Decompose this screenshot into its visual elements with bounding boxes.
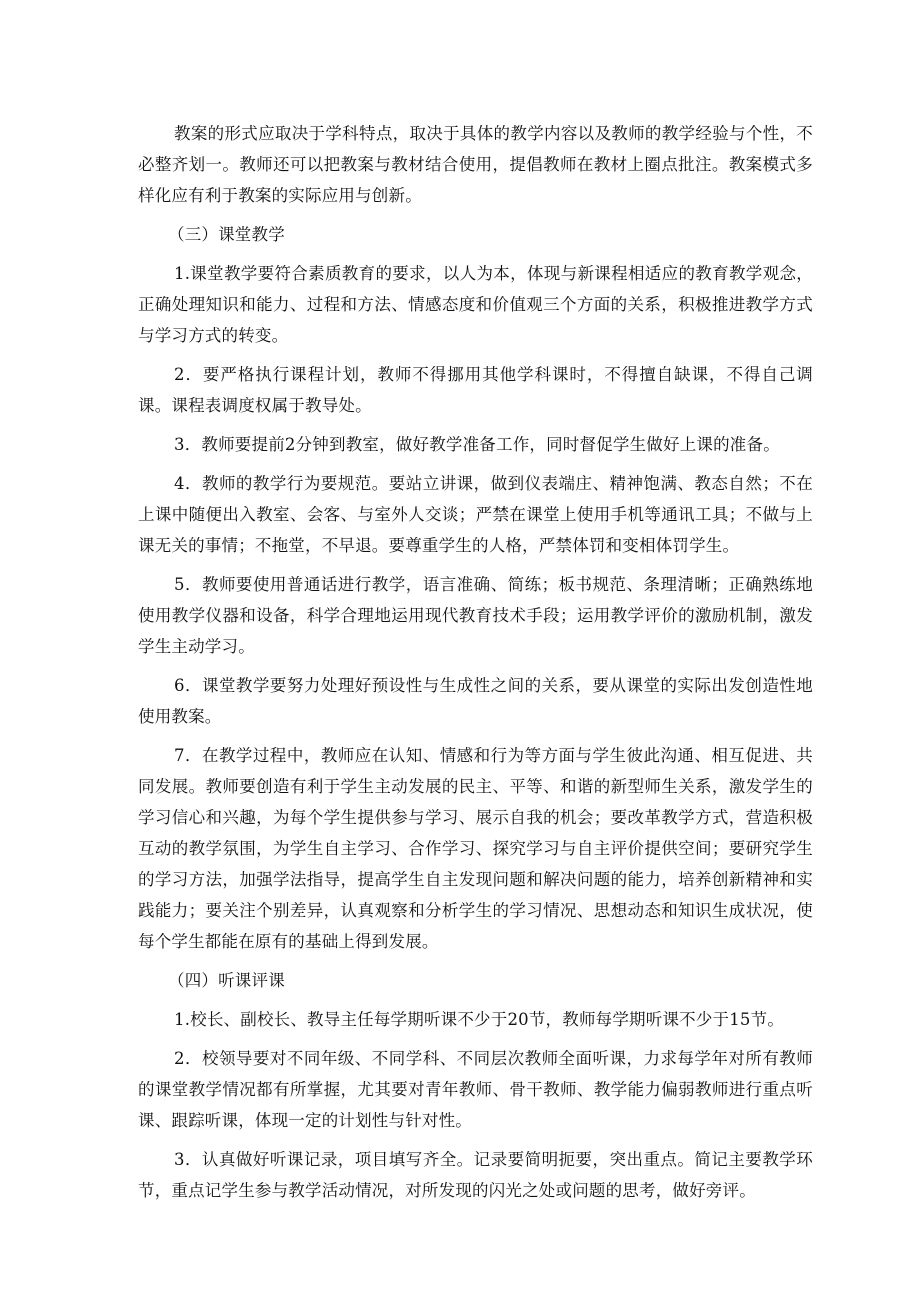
- document-body: [138, 118, 813, 1214]
- paragraph-item-1: 1.课堂教学要符合素质教育的要求，以人为本，体现与新课程相适应的教育教学观念，正确处理知识和能力、过程和方法、情感态度和价值观三个方面的关系，积极推进教学方式与学习方式的转变。: [138, 264, 813, 345]
- paragraph-item-4: 4．教师的教学行为要规范。要站立讲课，做到仪表端庄、精神饱满、教态自然；不在上课中随便出入教室、会客、与室外人交谈；严禁在课堂上使用手机等通讯工具；不做与上课无关的事情；不拖堂，不早退。要尊重学生的人格，严禁体罚和变相体罚学生。: [138, 474, 813, 555]
- paragraph-item-5: 5．教师要使用普通话进行教学，语言准确、简练；板书规范、条理清晰；正确熟练地使用教学仪器和设备，科学合理地运用现代教育技术手段；运用教学评价的激励机制，激发学生主动学习。: [138, 575, 813, 656]
- paragraph-item-6: 6．课堂教学要努力处理好预设性与生成性之间的关系，要从课堂的实际出发创造性地使用教案。: [138, 676, 813, 726]
- paragraph-item-3: 3．教师要提前2分钟到教室，做好教学准备工作，同时督促学生做好上课的准备。: [174, 435, 780, 454]
- paragraph-observation-1: 1.校长、副校长、教导主任每学期听课不少于20节，教师每学期听课不少于15节。: [174, 1010, 785, 1029]
- paragraph-lesson-plan-form: 教案的形式应取决于学科特点，取决于具体的教学内容以及教师的教学经验与个性，不必整齐划一。教师还可以把教案与教材结合使用，提倡教师在教材上圈点批注。教案模式多样化应有利于教案的实际应用与创新。: [138, 124, 813, 205]
- paragraph-observation-2: 2．校领导要对不同年级、不同学科、不同层次教师全面听课，力求每学年对所有教师的课堂教学情况都有所掌握，尤其要对青年教师、骨干教师、教学能力偏弱教师进行重点听课、跟踪听课，体现一定的计划性与针对性。: [138, 1049, 813, 1130]
- section-heading-classroom-teaching: （三）课堂教学: [168, 225, 285, 244]
- paragraph-item-7: 7．在教学过程中，教师应在认知、情感和行为等方面与学生彼此沟通、相互促进、共同发展。教师要创造有利于学生主动发展的民主、平等、和谐的新型师生关系，激发学生的学习信心和兴趣，为每个学生提供参与学习、展示自我的机会；要改革教学方式，营造积极互动的教学氛围，为学生自主学习、合作学习、探究学习与自主评价提供空间；要研究学生的学习方法，加强学法指导，提高学生自主发现问题和解决问题的能力，培养创新精神和实践能力；要关注个别差异，认真观察和分析学生的学习情况、思想动态和知识生成状况，使每个学生都能在原有的基础上得到发展。: [138, 746, 813, 951]
- paragraph-observation-3: 3．认真做好听课记录，项目填写齐全。记录要简明扼要，突出重点。简记主要教学环节，重点记学生参与教学活动情况，对所发现的闪光之处或问题的思考，做好旁评。: [138, 1150, 813, 1200]
- paragraph-item-2: 2．要严格执行课程计划，教师不得挪用其他学科课时，不得擅自缺课，不得自己调课。课程表调度权属于教导处。: [138, 365, 813, 415]
- section-heading-lesson-observation: （四）听课评课: [168, 971, 285, 990]
